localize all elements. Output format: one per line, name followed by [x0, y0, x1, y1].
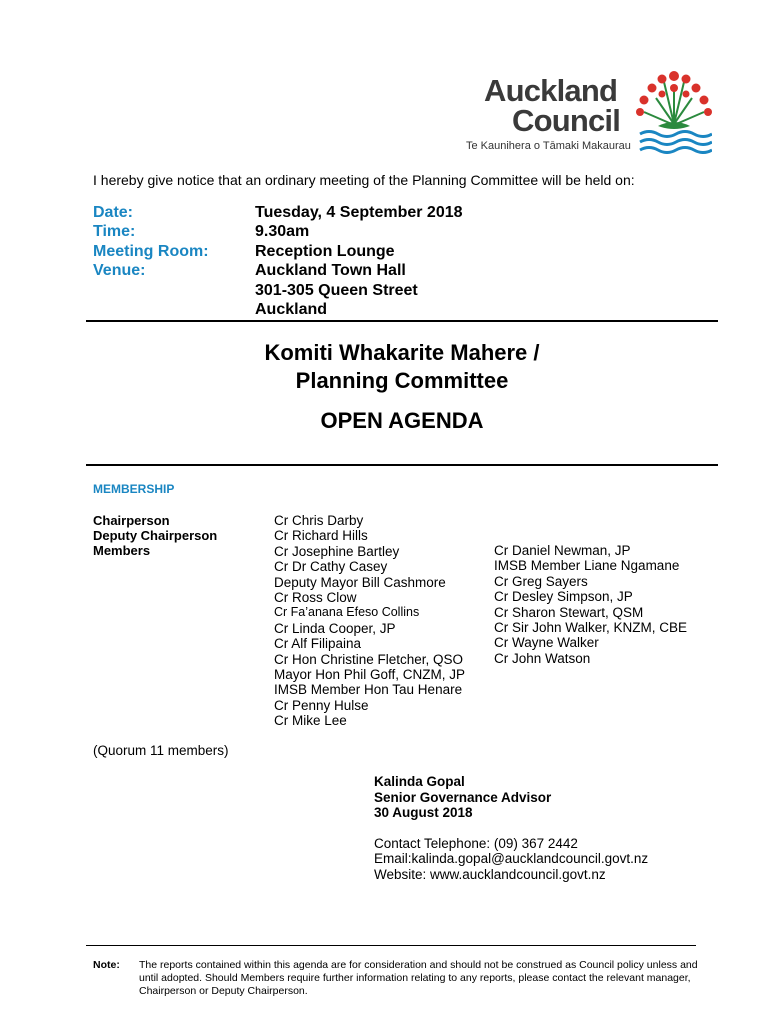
logo-subtitle: Te Kaunihera o Tāmaki Makaurau: [466, 140, 631, 152]
signatory-role: Senior Governance Advisor: [374, 790, 552, 805]
quorum-note: (Quorum 11 members): [93, 743, 229, 758]
member-name: IMSB Member Liane Ngamane: [494, 558, 680, 574]
waves: [640, 132, 712, 153]
member-name: Mayor Hon Phil Goff, CNZM, JP: [274, 667, 466, 683]
agenda-title: OPEN AGENDA: [320, 408, 484, 433]
footer-divider: [86, 945, 696, 946]
leaf-base: [658, 122, 690, 129]
date-label: Date:: [93, 204, 134, 221]
venue-line: Auckland Town Hall: [255, 262, 406, 279]
member-name: IMSB Member Hon Tau Henare: [274, 682, 463, 698]
chairperson-label: Chairperson: [93, 513, 170, 528]
member-name: Cr John Watson: [494, 650, 591, 666]
divider: [86, 320, 718, 322]
membership-heading: MEMBERSHIP: [93, 482, 175, 496]
member-name: Cr Hon Christine Fletcher, QSO: [274, 651, 464, 667]
meeting-room-label: Meeting Room:: [93, 243, 209, 260]
member-name: Cr Alf Filipaina: [274, 636, 362, 652]
venue-line: Auckland: [255, 301, 328, 318]
member-name: Cr Mike Lee: [274, 713, 347, 729]
time-value: 9.30am: [255, 223, 310, 240]
member-list-column-2: [494, 543, 687, 666]
signatory-date: 30 August 2018: [374, 805, 473, 820]
pohutukawa-flower-icon: [636, 68, 712, 154]
meeting-notice: I hereby give notice that an ordinary meeting of the Planning Committee will be held on:: [93, 172, 635, 188]
member-name: Cr Greg Sayers: [494, 573, 588, 589]
member-name: Cr Wayne Walker: [494, 635, 599, 651]
time-label: Time:: [93, 223, 136, 240]
contact-email: Email:kalinda.gopal@aucklandcouncil.govt.nz: [374, 851, 649, 866]
member-name: Cr Desley Simpson, JP: [494, 589, 633, 605]
member-name: Cr Linda Cooper, JP: [274, 620, 396, 636]
meeting-room-value: Reception Lounge: [255, 243, 395, 260]
committee-title-maori: Komiti Whakarite Mahere /: [264, 340, 540, 365]
member-name: Cr Sharon Stewart, QSM: [494, 604, 644, 620]
member-name: Cr Sir John Walker, KNZM, CBE: [494, 620, 688, 636]
members-label: Members: [93, 543, 151, 558]
deputy-chairperson-label: Deputy Chairperson: [93, 528, 218, 543]
member-name: Deputy Mayor Bill Cashmore: [274, 574, 446, 590]
note-text: The reports contained within this agenda are for consideration and should not be construed as Council policy unless and until adopted. Should Members require further information relating to any reports, please contact the relevant manager, Chairperson or Deputy Chairperson.: [139, 959, 698, 997]
contact-telephone: Contact Telephone: (09) 367 2442: [374, 836, 578, 851]
signatory-name: Kalinda Gopal: [374, 774, 465, 789]
member-name: Cr Chris Darby: [274, 513, 364, 528]
logo-wordmark-council: Council: [512, 103, 621, 138]
logo-wordmark-auckland: Auckland: [484, 73, 618, 108]
member-name: Cr Ross Clow: [274, 590, 357, 606]
member-name: Cr Dr Cathy Casey: [274, 559, 388, 575]
note-label: Note:: [93, 959, 120, 971]
date-value: Tuesday, 4 September 2018: [255, 204, 463, 221]
member-name: Cr Fa’anana Efeso Collins: [274, 605, 420, 620]
venue-line: 301-305 Queen Street: [255, 282, 418, 299]
member-name: Cr Richard Hills: [274, 528, 368, 544]
contact-website: Website: www.aucklandcouncil.govt.nz: [374, 867, 606, 882]
member-name: Cr Penny Hulse: [274, 697, 369, 713]
member-list-column-1: [274, 513, 465, 729]
committee-title-english: Planning Committee: [295, 368, 509, 393]
member-name: Cr Daniel Newman, JP: [494, 543, 631, 558]
member-name: Cr Josephine Bartley: [274, 543, 400, 559]
venue-label: Venue:: [93, 262, 146, 279]
divider: [86, 464, 718, 466]
